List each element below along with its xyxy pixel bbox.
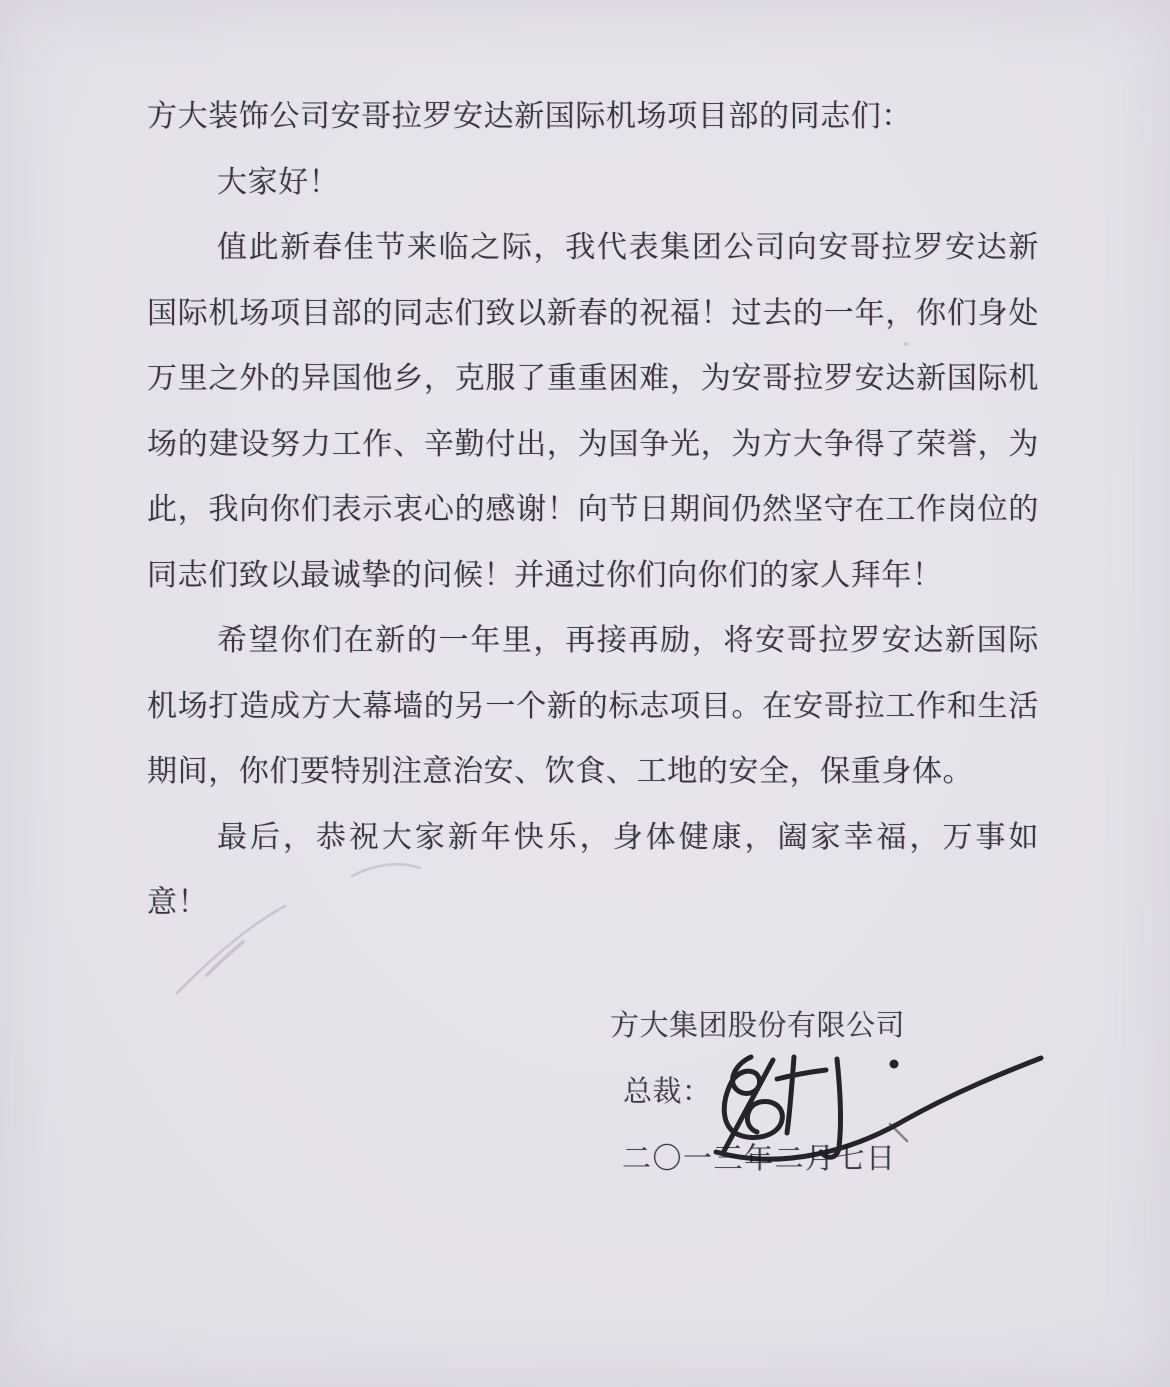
paragraph-2: 希望你们在新的一年里，再接再励，将安哥拉罗安达新国际机场打造成方大幕墙的另一个新的标志项目。在安哥拉工作和生活期间，你们要特别注意治安、饮食、工地的安全，保重身体。 (147, 624, 1039, 788)
signature-title-label: 总裁： (623, 1076, 712, 1108)
signature-company-name: 方大集团股份有限公司 (610, 1010, 906, 1042)
paragraph-3: 最后，恭祝大家新年快乐，身体健康，阖家幸福，万事如意！ (147, 820, 1039, 919)
letter-body (147, 84, 1039, 936)
signature-date: 二〇一三年二月七日 (622, 1143, 897, 1175)
salutation: 方大装饰公司安哥拉罗安达新国际机场项目部的同志们： (147, 100, 912, 133)
paragraph-1: 值此新春佳节来临之际，我代表集团公司向安哥拉罗安达新国际机场项目部的同志们致以新春的祝福！过去的一年，你们身处万里之外的异国他乡，克服了重重困难，为安哥拉罗安达新国际机场的建设努力工作、辛勤付出，为国争光，为方大争得了荣誉，为此，我向你们表示衷心的感谢！向节日期间仍然坚守在工作岗位的同志们致以最诚挚的问候！并通过你们向你们的家人拜年！ (147, 231, 1039, 592)
greeting: 大家好！ (217, 165, 340, 199)
